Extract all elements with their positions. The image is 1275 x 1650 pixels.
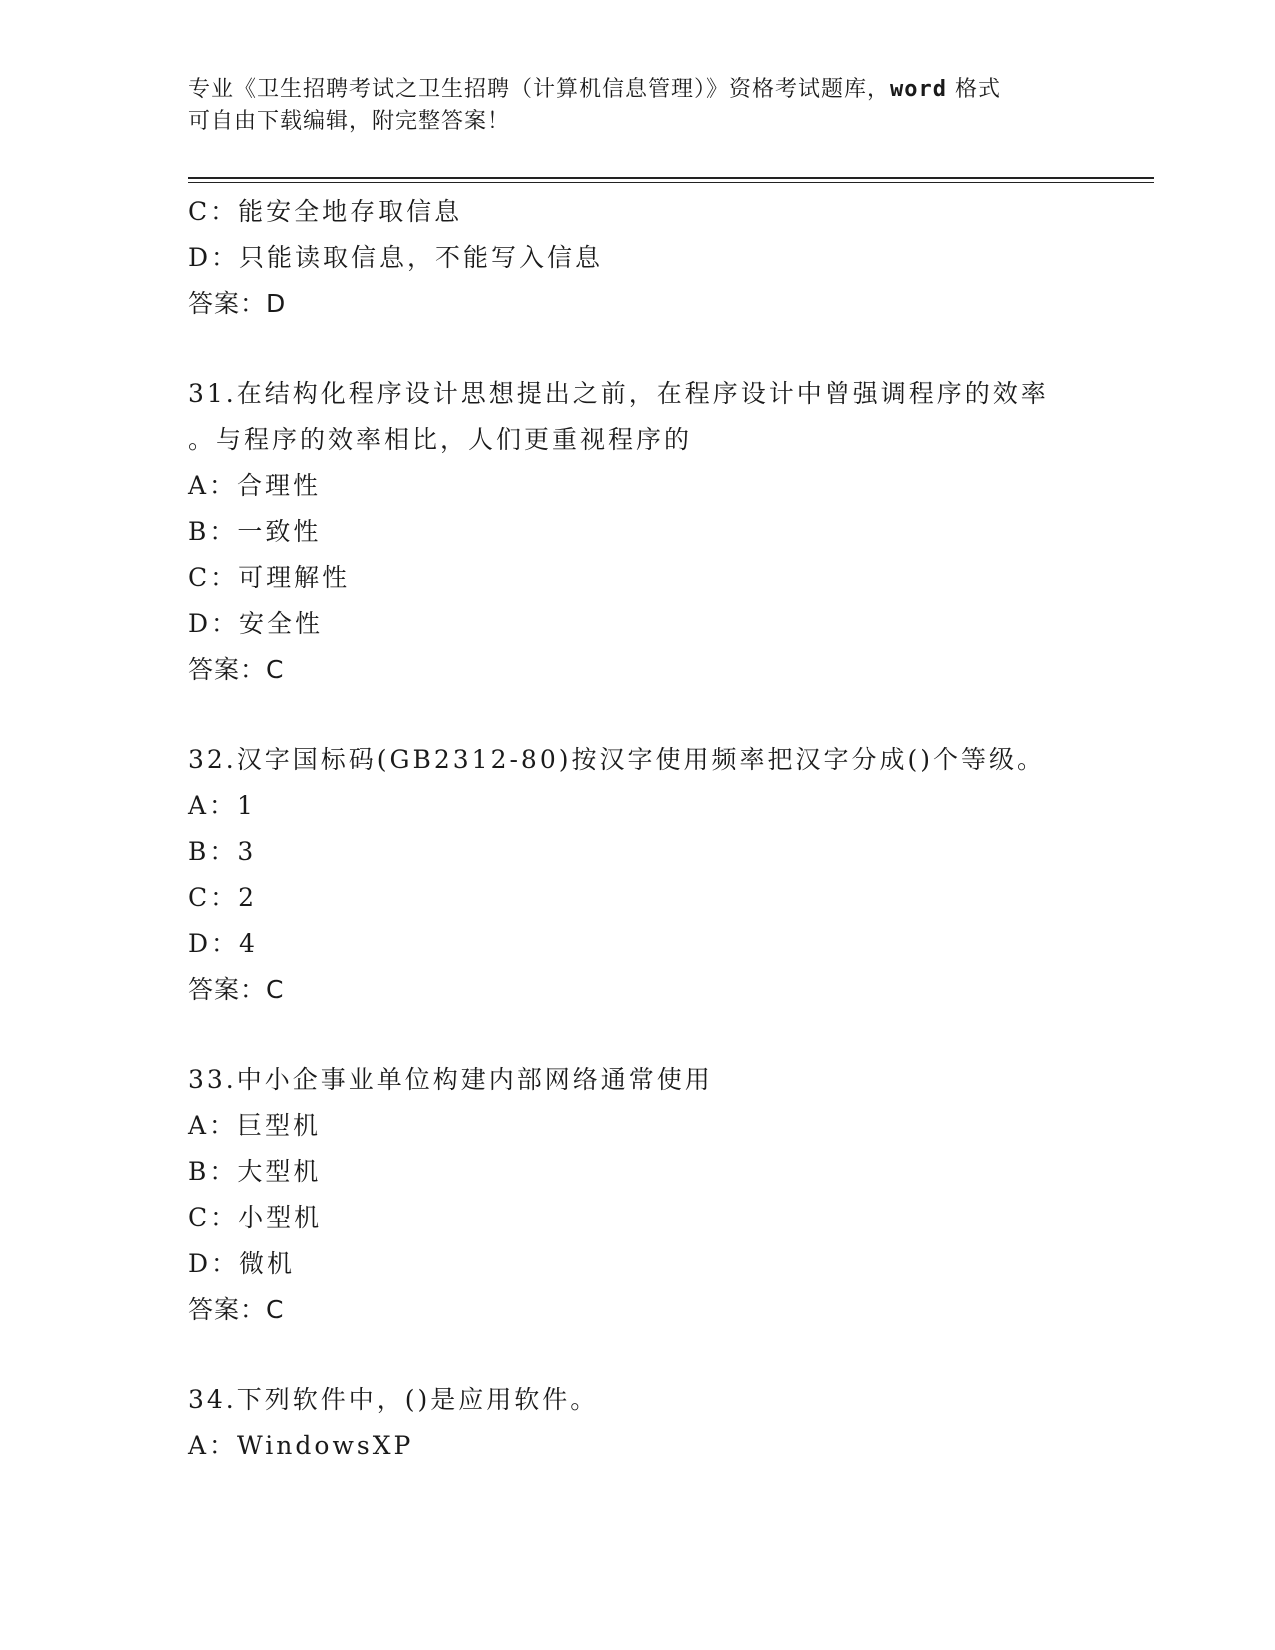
option-a: A：WindowsXP	[188, 1431, 414, 1460]
question-text: 33.中小企事业单位构建内部网络通常使用	[188, 1065, 713, 1094]
header-line-2: 可自由下载编辑，附完整答案！	[188, 109, 511, 134]
answer: 答案：C	[188, 655, 285, 684]
option-b: B：大型机	[188, 1157, 322, 1186]
question-31	[188, 371, 1118, 693]
question-33	[188, 1057, 1118, 1333]
page-header	[188, 74, 1088, 138]
answer: 答案：D	[188, 289, 287, 318]
question-text: 31.在结构化程序设计思想提出之前，在程序设计中曾强调程序的效率	[188, 379, 1049, 408]
answer: 答案：C	[188, 1295, 285, 1324]
option-d: D：4	[188, 929, 258, 958]
question-fragment	[188, 189, 1118, 327]
option-a: A：1	[188, 791, 256, 820]
option-d: D：安全性	[188, 609, 324, 638]
header-divider-thin	[188, 182, 1154, 183]
option-d: D：微机	[188, 1249, 296, 1278]
option-c: C：2	[188, 883, 258, 912]
option-a: A：合理性	[188, 471, 322, 500]
answer: 答案：C	[188, 975, 285, 1004]
question-text: 34.下列软件中，()是应用软件。	[188, 1385, 599, 1414]
question-text: 32.汉字国标码(GB2312-80)按汉字使用频率把汉字分成()个等级。	[188, 745, 1045, 774]
header-line-1: 专业《卫生招聘考试之卫生招聘（计算机信息管理）》资格考试题库，word 格式	[188, 77, 1001, 102]
option-d: D：只能读取信息，不能写入信息	[188, 243, 604, 272]
option-c: C：小型机	[188, 1203, 323, 1232]
option-b: B：一致性	[188, 517, 322, 546]
option-b: B：3	[188, 837, 257, 866]
option-a: A：巨型机	[188, 1111, 322, 1140]
question-text: 。与程序的效率相比，人们更重视程序的	[188, 425, 693, 454]
option-c: C：可理解性	[188, 563, 351, 592]
question-32	[188, 737, 1118, 1013]
option-c: C：能安全地存取信息	[188, 197, 463, 226]
question-34	[188, 1377, 1118, 1469]
header-divider	[188, 177, 1154, 179]
question-list	[188, 189, 1118, 1469]
